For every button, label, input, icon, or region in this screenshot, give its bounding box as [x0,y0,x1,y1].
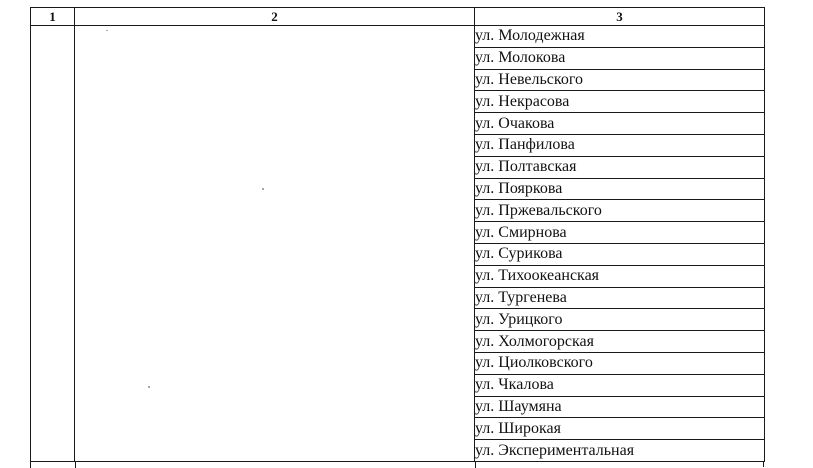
street-cell: ул. Молодежная [475,26,765,48]
street-cell: ул. Молокова [475,47,765,69]
street-cell: ул. Тургенева [475,287,765,309]
street-cell: ул. Сурикова [475,243,765,265]
scan-speck [148,386,150,388]
street-cell: ул. Холмогорская [475,331,765,353]
street-cell: ул. Некрасова [475,91,765,113]
street-cell: ул. Панфилова [475,134,765,156]
street-cell: ул. Шаумяна [475,396,765,418]
street-cell: ул. Пржевальского [475,200,765,222]
table-right-edge [763,461,764,467]
street-cell: ул. Широкая [475,418,765,440]
header-row [31,8,765,26]
street-cell: ул. Циолковского [475,352,765,374]
street-cell: ул. Пояркова [475,178,765,200]
column-divider [475,462,476,468]
column-header-2: 2 [75,8,475,26]
table-row [31,26,765,48]
empty-cell-column-1 [31,26,75,462]
streets-table [30,7,765,462]
scan-speck [106,30,108,31]
street-cell: ул. Экспериментальная [475,440,765,462]
street-cell: ул. Тихоокеанская [475,265,765,287]
street-cell: ул. Чкалова [475,374,765,396]
column-divider [75,462,76,468]
street-cell: ул. Смирнова [475,222,765,244]
street-cell: ул. Очакова [475,113,765,135]
column-header-1: 1 [31,8,75,26]
street-cell: ул. Невельского [475,69,765,91]
street-cell: ул. Полтавская [475,156,765,178]
scan-speck [262,188,264,190]
empty-cell-column-2 [75,26,475,462]
street-cell: ул. Урицкого [475,309,765,331]
column-header-3: 3 [475,8,765,26]
